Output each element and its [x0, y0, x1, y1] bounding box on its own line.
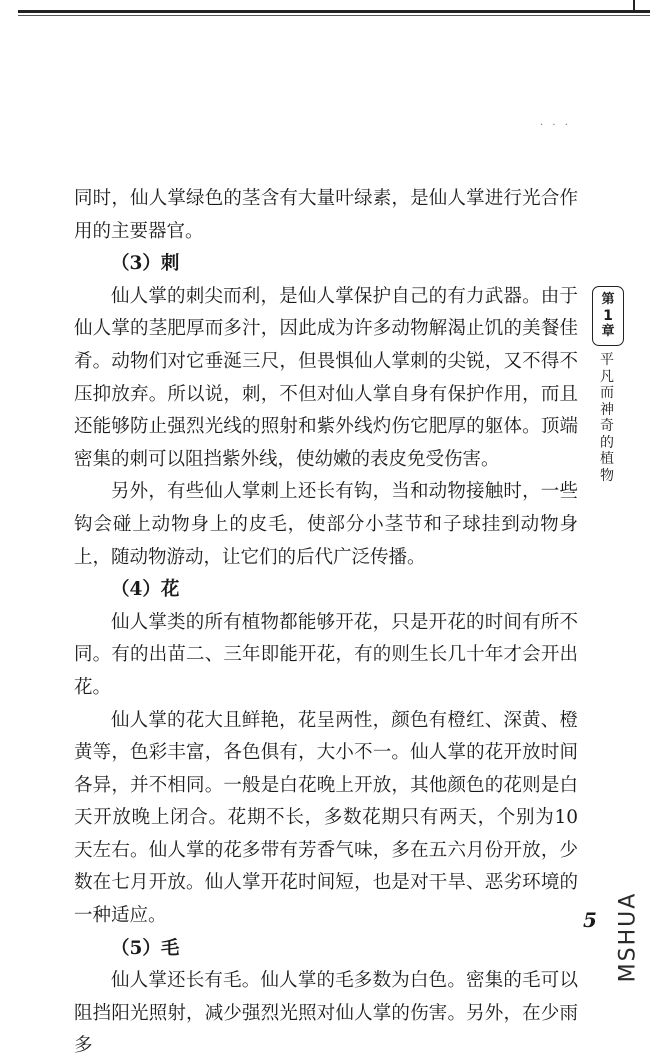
header-rule-thin	[18, 15, 650, 16]
body-text	[74, 183, 578, 1063]
chapter-prefix: 第	[601, 292, 615, 307]
section-heading-hair: （5）毛	[111, 937, 180, 959]
scan-artifact: · · ·	[540, 120, 571, 131]
watermark-text: MSHUA	[615, 891, 641, 983]
paragraph: 另外，有些仙人掌刺上还长有钩，当和动物接触时，一些钩会碰上动物身上的皮毛，使部分小茎节和子球挂到动物身上，随动物游动，让它们的后代广泛传播。	[74, 481, 578, 568]
section-heading-thorns: （3）刺	[111, 253, 180, 275]
paragraph: 仙人掌的花大且鲜艳，花呈两性，颜色有橙红、深黄、橙黄等，色彩丰富，各色俱有，大小不一。仙人掌的花开放时间各异，并不相同。一般是白花晚上开放，其他颜色的花则是白天开放晚上闭合。花期不长，多数花期只有两天，个别为10天左右。仙人掌的花多带有芳香气味，多在五六月份开放，少数在七月开放。仙人掌开花时间短，也是对干旱、恶劣环境的一种适应。	[74, 709, 578, 927]
watermark	[608, 882, 648, 992]
paragraph: 仙人掌类的所有植物都能够开花，只是开花的时间有所不同。有的出苗二、三年即能开花，有的则生长几十年才会开出花。	[74, 611, 578, 698]
page-number: 5	[583, 908, 597, 932]
paragraph-continuation: 同时，仙人掌绿色的茎含有大量叶绿素，是仙人掌进行光合作用的主要器官。	[74, 188, 578, 242]
section-heading-flowers: （4）花	[111, 579, 180, 601]
chapter-title: 平凡而神奇的植物	[600, 352, 614, 484]
paragraph: 仙人掌还长有毛。仙人掌的毛多数为白色。密集的毛可以阻挡阳光照射，减少强烈光照对仙人掌的伤害。另外，在少雨多	[74, 970, 578, 1057]
paragraph: 仙人掌的刺尖而利，是仙人掌保护自己的有力武器。由于仙人掌的茎肥厚而多汁，因此成为许多动物解渴止饥的美餐佳肴。动物们对它垂涎三尺，但畏惧仙人掌刺的尖锐，又不得不压抑放弃。所以说，刺，不但对仙人掌自身有保护作用，而且还能够防止强烈光线的照射和紫外线灼伤它肥厚的躯体。顶端密集的刺可以阻挡紫外线，使幼嫩的表皮免受伤害。	[74, 285, 578, 470]
chapter-badge	[592, 286, 624, 346]
crop-mark	[633, 0, 651, 13]
chapter-number: 1	[603, 308, 613, 324]
header-rule	[18, 10, 650, 13]
chapter-suffix: 章	[601, 324, 615, 339]
